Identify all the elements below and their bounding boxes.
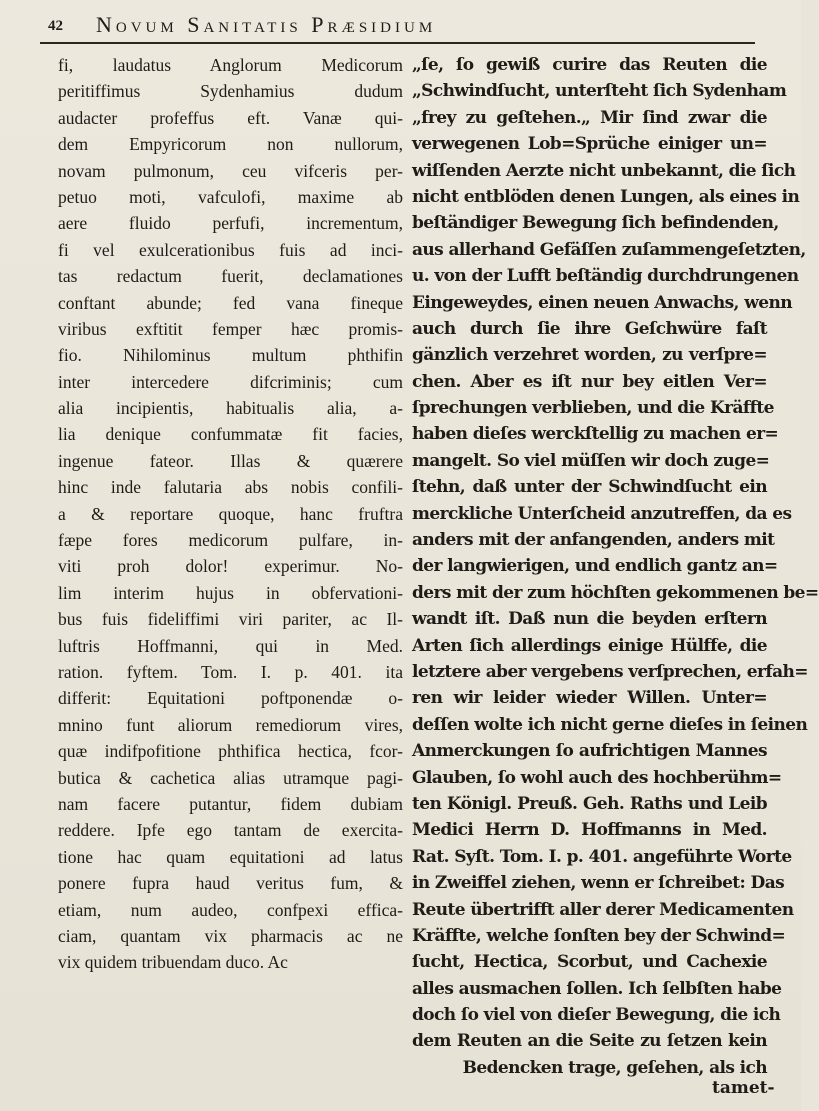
latin-text-line: hinc inde falutaria abs nobis confili-	[58, 477, 403, 498]
latin-text-line: fi vel exulcerationibus fuis ad inci-	[58, 239, 403, 260]
latin-text-line: a & reportare quoque, hanc fruftra	[58, 503, 403, 524]
latin-text-line: reddere. Ipfe ego tantam de exercita-	[58, 820, 403, 841]
german-text-line: gänzlich verzehret worden, zu verſpre=	[412, 345, 767, 366]
latin-text-line: conftant abunde; fed vana fineque	[58, 292, 403, 313]
german-text-line: nicht entblöden denen Lungen, als eines in	[412, 186, 800, 207]
german-text-line: alles ausmachen ſollen. Ich ſelbſten habe	[412, 978, 782, 999]
latin-text-line: dem Empyricorum non nullorum,	[58, 134, 403, 155]
running-title: Novum Sanitatis Præsidium	[96, 12, 437, 37]
german-text-line: ſucht, Hectica, Scorbut, und Cachexie	[412, 952, 767, 973]
german-text-line: Anmerckungen ſo aufrichtigen Mannes	[412, 741, 767, 762]
german-text-line: chen. Aber es iſt nur bey eitlen Ver=	[412, 371, 767, 392]
latin-text-line: luftris Hoffmanni, qui in Med.	[58, 635, 403, 656]
german-text-line: Rat. Syſt. Tom. I. p. 401. angeführte Worte	[412, 846, 792, 867]
latin-text-line: ponere fupra haud veritus fum, &	[58, 873, 403, 894]
latin-text-line: bus fuis fideliffimi viri pariter, ac Il-	[58, 609, 403, 630]
latin-text-line: lia denique confummatæ fit facies,	[58, 424, 403, 445]
latin-text-line: lim interim hujus in obfervationi-	[58, 582, 403, 603]
catchword: tamet-	[712, 1078, 775, 1098]
latin-column	[58, 52, 403, 976]
page-header	[0, 0, 801, 48]
german-text-line: auch durch ſie ihre Geſchwüre faſt	[412, 318, 767, 339]
german-text-line: Bedencken trage, geſehen, als ich	[462, 1057, 767, 1078]
german-text-line: mangelt. So viel müſſen wir doch zuge=	[412, 450, 770, 471]
german-text-line: ſtehn, daß unter der Schwindſucht ein	[412, 477, 767, 498]
latin-text-line: fi, laudatus Anglorum Medicorum	[58, 55, 403, 75]
latin-text-line: petuo moti, vafculofi, maxime ab	[58, 186, 403, 207]
latin-text-line: differit: Equitationi poftponendæ o-	[58, 688, 403, 709]
german-text-line: beſtändiger Bewegung ſich befindenden,	[412, 213, 779, 234]
german-text-line: „frey zu geſtehen.„ Mir ſind zwar die	[412, 107, 767, 128]
german-text-line: in Zweiffel ziehen, wenn er ſchreibet: Das	[412, 873, 785, 894]
latin-text-line: ration. fyftem. Tom. I. p. 401. ita	[58, 661, 403, 682]
german-text-line: dem Reuten an die Seite zu ſetzen kein	[412, 1031, 767, 1052]
german-text-line: wiſſenden Aerzte nicht unbekannt, die ſich	[412, 160, 796, 181]
german-text-line: doch ſo viel von dieſer Bewegung, die ich	[412, 1005, 781, 1026]
german-text-line: u. von der Lufft beſtändig durchdrungenen	[412, 266, 799, 287]
german-text-line: ten Königl. Preuß. Geh. Raths und Leib	[412, 793, 767, 814]
german-text-line: Reute übertrifft aller derer Medicamenten	[412, 899, 794, 920]
latin-text-line: tione hac quam equitationi ad latus	[58, 846, 403, 867]
german-text-line: letztere aber vergebens verſprechen, erfah=	[412, 661, 808, 682]
latin-text-line: audacter profeffus eft. Vanæ qui-	[58, 107, 403, 128]
german-text-line: Kräffte, welche ſonſten bey der Schwind=	[412, 925, 786, 946]
latin-text-line: peritiffimus Sydenhamius dudum	[58, 81, 403, 102]
latin-text-line: viribus exftitit femper hæc promis-	[58, 318, 403, 339]
german-text-line: Medici Herrn D. Hoffmanns in Med.	[412, 820, 767, 841]
german-text-line: wandt iſt. Daß nun die beyden erſtern	[412, 609, 767, 630]
german-text-line: der langwierigen, und endlich gantz an=	[412, 556, 778, 577]
german-text-line: anders mit der anfangenden, anders mit	[412, 530, 775, 551]
latin-text-line: butica & cachetica alias utramque pagi-	[58, 767, 403, 788]
german-text-line: merckliche Unterſcheid anzutreffen, da es	[412, 503, 792, 524]
latin-text-line: mnino funt aliorum remediorum vires,	[58, 714, 403, 735]
german-text-line: haben dieſes werckſtellig zu machen er=	[412, 424, 779, 445]
latin-text-line: nam facere putantur, fidem dubiam	[58, 793, 403, 814]
german-text-line: Arten ſich allerdings einige Hülffe, die	[412, 635, 767, 656]
german-text-line: ren wir leider wieder Willen. Unter=	[412, 688, 767, 709]
latin-text-line: alia incipientis, habitualis alia, a-	[58, 398, 403, 419]
latin-text-line: fio. Nihilominus multum phthifin	[58, 345, 403, 366]
german-text-line: „ſe, ſo gewiß curire das Reuten die	[412, 55, 767, 75]
german-text-line: „Schwindſucht, unterſteht ſich Sydenham	[412, 81, 787, 102]
german-text-line: ders mit der zum höchſten gekommenen be=	[412, 582, 819, 603]
german-text-line: Eingeweydes, einen neuen Anwachs, wenn	[412, 292, 792, 313]
latin-text-line: ciam, quantam vix pharmacis ac ne	[58, 925, 403, 946]
german-text-line: deſſen wolte ich nicht gerne dieſes in ſeinen	[412, 714, 808, 735]
latin-text-line: vix quidem tribuendam duco. Ac	[58, 952, 288, 973]
latin-text-line: ingenue fateor. Illas & quærere	[58, 450, 403, 471]
german-text-line: verwegenen Lob=Sprüche einiger un=	[412, 134, 767, 155]
latin-text-line: etiam, num audeo, confpexi effica-	[58, 899, 403, 920]
latin-text-line: fæpe fores medicorum pulfare, in-	[58, 530, 403, 551]
latin-text-line: quæ indifpofitione phthifica hectica, fcor-	[58, 741, 403, 762]
german-column	[412, 52, 819, 1081]
latin-text-line: novam pulmonum, ceu vifceris per-	[58, 160, 403, 181]
latin-text-line: tas redactum fuerit, declamationes	[58, 266, 403, 287]
german-text-line: ſprechungen verblieben, und die Kräffte	[412, 398, 774, 419]
latin-text-line: inter intercedere difcriminis; cum	[58, 371, 403, 392]
latin-text-line: viti proh dolor! experimur. No-	[58, 556, 403, 577]
german-text-line: Glauben, ſo wohl auch des hochberühm=	[412, 767, 782, 788]
page-number: 42	[48, 18, 63, 34]
header-rule	[40, 42, 755, 44]
latin-text-line: aere fluido perfufi, incrementum,	[58, 213, 403, 234]
german-text-line: aus allerhand Gefäſſen zuſammengeſetzten,	[412, 239, 806, 260]
